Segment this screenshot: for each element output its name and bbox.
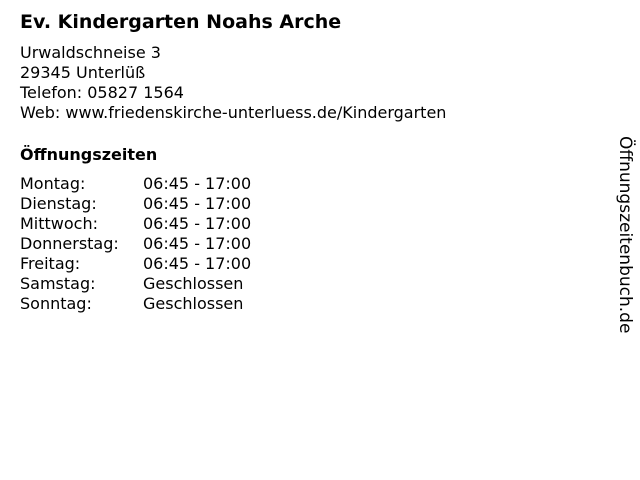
address-street: Urwaldschneise 3 bbox=[20, 43, 161, 62]
side-brand-text: Öffnungszeitenbuch.de bbox=[615, 136, 635, 334]
day-label: Freitag: bbox=[20, 254, 81, 273]
page-title: Ev. Kindergarten Noahs Arche bbox=[20, 11, 342, 33]
opening-hours-heading: Öffnungszeiten bbox=[20, 145, 158, 164]
hours-value: 06:45 - 17:00 bbox=[143, 234, 252, 253]
day-label: Donnerstag: bbox=[20, 234, 119, 253]
address-web: Web: www.friedenskirche-unterluess.de/Kindergarten bbox=[20, 103, 447, 122]
hours-value: Geschlossen bbox=[143, 294, 244, 313]
hours-value: 06:45 - 17:00 bbox=[143, 254, 252, 273]
day-label: Sonntag: bbox=[20, 294, 92, 313]
hours-value: Geschlossen bbox=[143, 274, 244, 293]
address-block bbox=[20, 43, 446, 123]
day-label: Montag: bbox=[20, 174, 86, 193]
day-label: Mittwoch: bbox=[20, 214, 98, 233]
day-label: Samstag: bbox=[20, 274, 96, 293]
address-phone: Telefon: 05827 1564 bbox=[20, 83, 184, 102]
day-label: Dienstag: bbox=[20, 194, 97, 213]
hours-value: 06:45 - 17:00 bbox=[143, 194, 252, 213]
hours-value: 06:45 - 17:00 bbox=[143, 214, 252, 233]
address-city: 29345 Unterlüß bbox=[20, 63, 146, 82]
hours-value: 06:45 - 17:00 bbox=[143, 174, 252, 193]
